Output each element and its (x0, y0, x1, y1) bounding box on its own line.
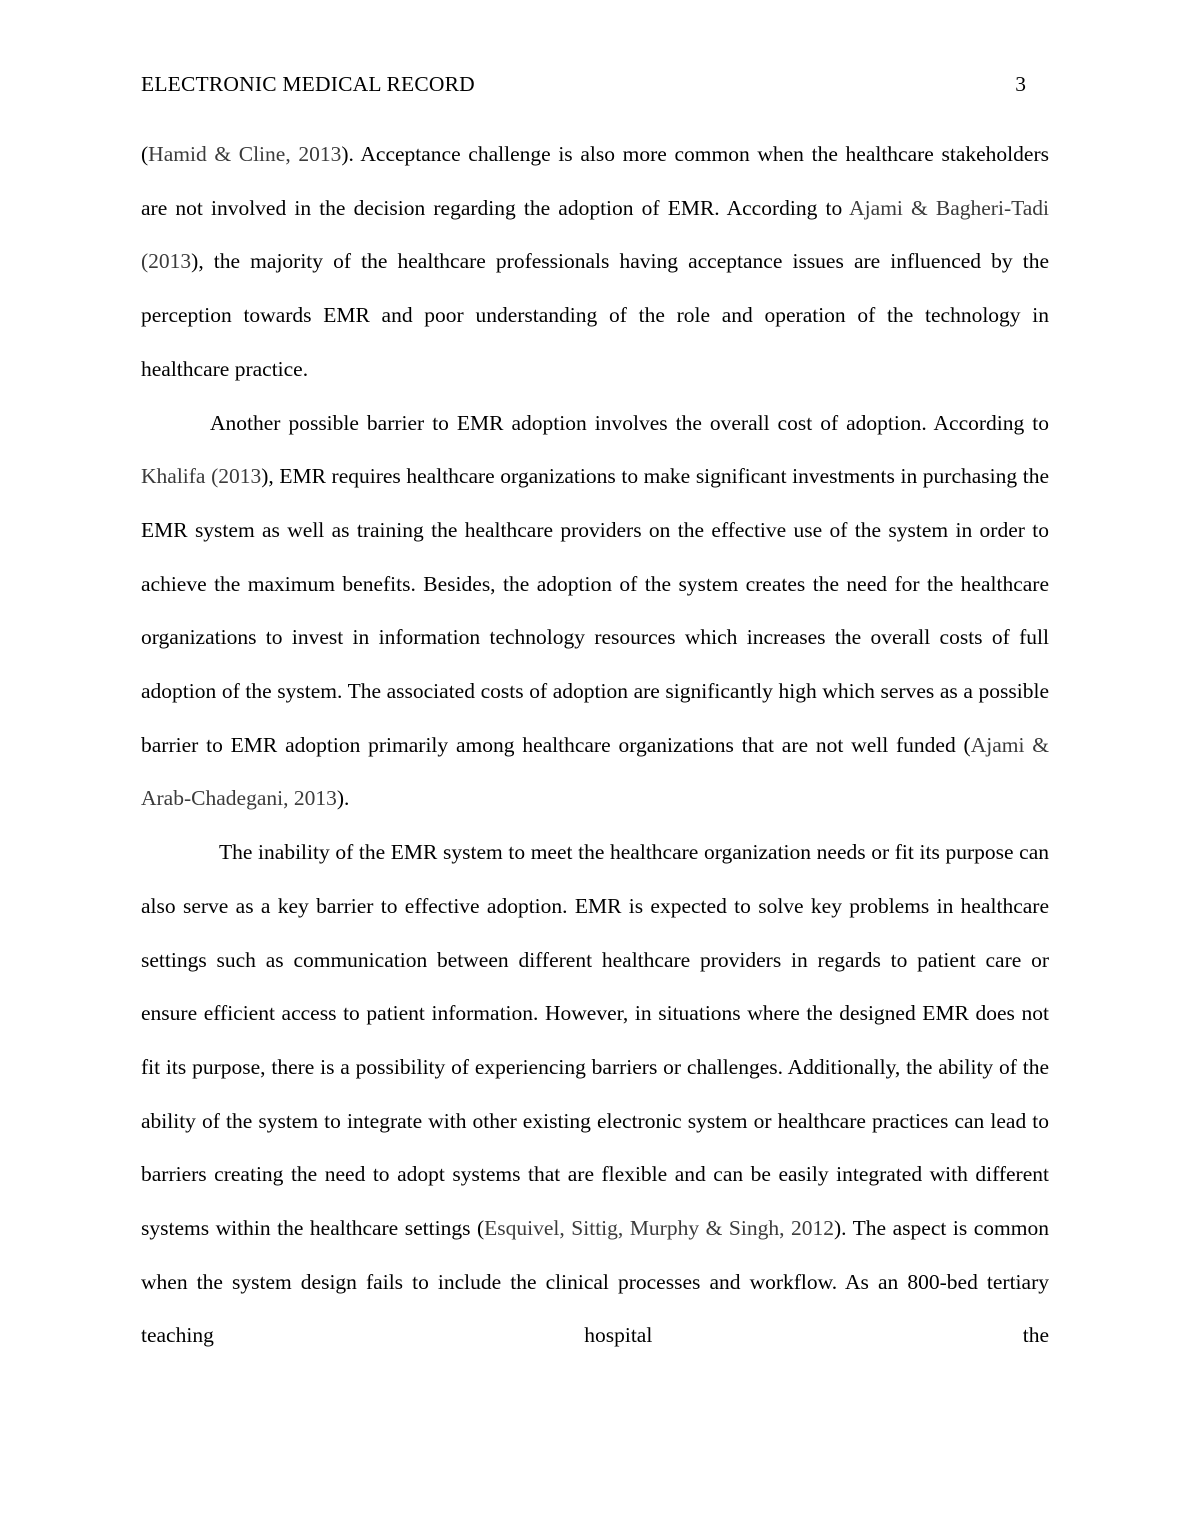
body-text (141, 128, 1049, 1363)
citation: Hamid & Cline, 2013 (148, 142, 342, 166)
text-run: ). Acceptance challenge is also more common when the healthcare stakeholders are not involved in the decision regarding the adoption of EMR. According to (141, 142, 1049, 220)
text-run: Another possible barrier to EMR adoption involves the overall cost of adoption. According to (210, 410, 1049, 435)
text-run: ), EMR requires healthcare organizations to make significant investments in purchasing the EMR system as well as training the healthcare providers on the effective use of the system in order to achieve the maximum benefits. Besides, the adoption of the system creates the need for the healthcare organizations to invest in information technology resources which increases the overall costs of full adoption of the system. The associated costs of adoption are significantly high which serves as a possible barrier to EMR adoption primarily among healthcare organizations that are not well funded ( (141, 464, 1049, 757)
text-run: ( (141, 142, 149, 166)
text-run: ). (336, 786, 350, 811)
text-run: The inability of the EMR system to meet the healthcare organization needs or fit its purpose can also serve as a key barrier to effective adoption. EMR is expected to solve key problems in healthcare settings such as communication between different healthcare providers in regards to patient care or ensure efficient access to patient information. However, in situations where the designed EMR does not fit its purpose, there is a possibility of experiencing barriers or challenges. Additionally, the ability of the ability of the system to integrate with other existing electronic system or healthcare practices can lead to barriers creating the need to adopt systems that are flexible and can be easily integrated with different systems within the healthcare settings ( (141, 840, 1049, 1241)
paragraph (141, 128, 1049, 397)
paragraph (141, 397, 1049, 827)
page-number: 3 (1015, 72, 1026, 96)
paragraph (141, 826, 1049, 1363)
text-run: ). The aspect is common when the system design fails to include the clinical processes and workflow. As an 800-bed tertiary teaching hospital the (141, 1216, 1049, 1348)
citation: Ajami & Bagheri-Tadi (2013 (141, 195, 1049, 274)
running-head: ELECTRONIC MEDICAL RECORD (141, 72, 475, 96)
citation: Khalifa (2013 (141, 464, 262, 489)
text-run: ), the majority of the healthcare professionals having acceptance issues are influenced by the perception towards EMR and poor understanding of the role and operation of the technology in healthcare practice. (141, 249, 1049, 381)
citation: Ajami & Arab-Chadegani, 2013 (141, 732, 1049, 811)
citation: Esquivel, Sittig, Murphy & Singh, 2012 (484, 1216, 834, 1241)
